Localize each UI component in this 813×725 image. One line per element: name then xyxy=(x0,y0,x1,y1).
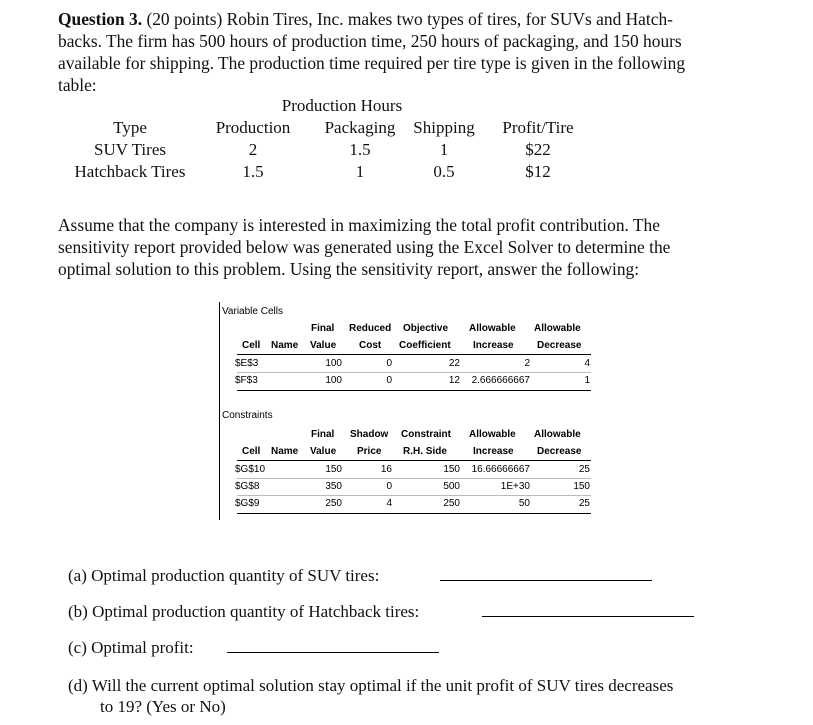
vc-header-allowable-dec: Allowable xyxy=(534,323,581,334)
cons-row-2-dec: 150 xyxy=(573,481,590,492)
intro-line-4: table: xyxy=(58,75,97,95)
intro-line-3: available for shipping. The production time required per tire type is given in the following xyxy=(58,53,686,73)
cons-header-rule xyxy=(237,460,591,461)
cons-row-1-price: 16 xyxy=(380,464,392,475)
cons-row-1-dec: 25 xyxy=(578,464,590,475)
part-c-text: (c) Optimal profit: xyxy=(68,638,194,657)
vc-row-2-dec: 1 xyxy=(584,375,590,386)
cons-row-1-rule xyxy=(237,478,591,479)
vc-row-1-value: 100 xyxy=(325,358,342,369)
vc-row-1-coef: 22 xyxy=(448,358,460,369)
vc-row-2-cost: 0 xyxy=(386,375,392,386)
question-label: Question 3. xyxy=(58,9,143,29)
assume-line-1: Assume that the company is interested in maximizing the total profit contribution. The xyxy=(58,215,660,235)
vc-header-objective: Objective xyxy=(403,323,449,334)
prod-row-suv-type: SUV Tires xyxy=(94,140,166,159)
assume-line-2: sensitivity report provided below was generated using the Excel Solver to determine the xyxy=(58,237,671,257)
constraints-title: Constraints xyxy=(222,410,273,421)
prod-header-type: Type xyxy=(113,118,147,137)
prod-table-group-header: Production Hours xyxy=(281,96,403,115)
question-intro xyxy=(58,8,758,96)
prod-row-suv-packaging: 1.5 xyxy=(349,140,371,159)
cons-header-cell: Cell xyxy=(242,446,261,457)
vc-header-cost: Cost xyxy=(359,340,382,351)
cons-header-allowable-inc: Allowable xyxy=(469,429,516,440)
assume-paragraph xyxy=(58,214,758,280)
intro-line-1: Question 3. (20 points) Robin Tires, Inc. makes two types of tires, for SUVs and Hatch- xyxy=(58,9,673,29)
cons-row-3-dec: 25 xyxy=(578,498,590,509)
part-b-text: (b) Optimal production quantity of Hatchback tires: xyxy=(68,602,420,621)
vc-header-value: Value xyxy=(310,340,337,351)
part-a-text: (a) Optimal production quantity of SUV tires: xyxy=(68,566,380,585)
cons-header-rhs: R.H. Side xyxy=(403,446,447,457)
vc-header-decrease: Decrease xyxy=(537,340,582,351)
prod-row-hatch-profit: $12 xyxy=(525,162,551,181)
assume-line-3: optimal solution to this problem. Using the sensitivity report, answer the following: xyxy=(58,259,640,279)
prod-row-hatch-shipping: 0.5 xyxy=(433,162,455,181)
cons-header-constraint: Constraint xyxy=(401,429,451,440)
part-b-answer-line[interactable] xyxy=(482,616,694,617)
vc-row-1-cost: 0 xyxy=(386,358,392,369)
prod-header-shipping: Shipping xyxy=(413,118,475,137)
prod-header-production: Production xyxy=(215,118,291,137)
cons-row-1-cell: $G$10 xyxy=(235,464,266,475)
cons-row-3-value: 250 xyxy=(325,498,342,509)
cons-header-shadow: Shadow xyxy=(350,429,389,440)
vc-header-allowable-inc: Allowable xyxy=(469,323,516,334)
intro-line-2: backs. The firm has 500 hours of production time, 250 hours of packaging, and 150 hours xyxy=(58,31,682,51)
vc-row-1-inc: 2 xyxy=(524,358,530,369)
cons-row-2-value: 350 xyxy=(325,481,342,492)
vc-header-name: Name xyxy=(271,340,299,351)
vc-row-1-rule xyxy=(237,372,591,373)
part-d-line-2: to 19? (Yes or No) xyxy=(100,697,226,716)
prod-row-hatch-packaging: 1 xyxy=(355,162,365,181)
part-c-answer-line[interactable] xyxy=(227,652,439,653)
cons-header-allowable-dec: Allowable xyxy=(534,429,581,440)
cons-row-3-rhs: 250 xyxy=(443,498,460,509)
cons-row-1-inc: 16.66666667 xyxy=(471,464,530,475)
cons-row-2-inc: 1E+30 xyxy=(500,481,530,492)
cons-row-3-cell: $G$9 xyxy=(235,498,260,509)
vc-header-final: Final xyxy=(311,323,335,334)
prod-header-profit: Profit/Tire xyxy=(502,118,574,137)
cons-header-final: Final xyxy=(311,429,335,440)
cons-row-3-price: 4 xyxy=(386,498,392,509)
vc-header-increase: Increase xyxy=(473,340,514,351)
part-d-line-1: (d) Will the current optimal solution stay optimal if the unit profit of SUV tires decreases xyxy=(68,676,674,695)
cons-header-name: Name xyxy=(271,446,299,457)
prod-header-packaging: Packaging xyxy=(324,118,396,137)
cons-bottom-rule xyxy=(237,513,591,514)
variable-cells-title: Variable Cells xyxy=(222,306,283,317)
cons-row-1-value: 150 xyxy=(325,464,342,475)
vc-header-coefficient: Coefficient xyxy=(399,340,451,351)
prod-row-suv-shipping: 1 xyxy=(439,140,449,159)
cons-header-value: Value xyxy=(310,446,337,457)
cons-row-3-inc: 50 xyxy=(518,498,530,509)
vc-row-2-value: 100 xyxy=(325,375,342,386)
prod-row-suv-profit: $22 xyxy=(525,140,551,159)
cons-header-increase: Increase xyxy=(473,446,514,457)
vc-header-rule xyxy=(237,354,591,355)
vc-row-1-dec: 4 xyxy=(584,358,590,369)
cons-header-price: Price xyxy=(357,446,382,457)
vc-row-2-coef: 12 xyxy=(448,375,460,386)
part-a-answer-line[interactable] xyxy=(440,580,652,581)
cons-row-2-price: 0 xyxy=(386,481,392,492)
cons-row-2-rhs: 500 xyxy=(443,481,460,492)
cons-row-2-rule xyxy=(237,495,591,496)
report-left-border xyxy=(219,302,220,520)
cons-row-2-cell: $G$8 xyxy=(235,481,260,492)
prod-row-suv-production: 2 xyxy=(248,140,258,159)
vc-header-cell: Cell xyxy=(242,340,261,351)
vc-header-reduced: Reduced xyxy=(349,323,392,334)
prod-row-hatch-production: 1.5 xyxy=(242,162,264,181)
vc-row-2-cell: $F$3 xyxy=(235,375,258,386)
vc-row-1-cell: $E$3 xyxy=(235,358,259,369)
prod-row-hatch-type: Hatchback Tires xyxy=(74,162,186,181)
vc-bottom-rule xyxy=(237,390,591,391)
cons-row-1-rhs: 150 xyxy=(443,464,460,475)
vc-row-2-inc: 2.666666667 xyxy=(471,375,530,386)
cons-header-decrease: Decrease xyxy=(537,446,582,457)
